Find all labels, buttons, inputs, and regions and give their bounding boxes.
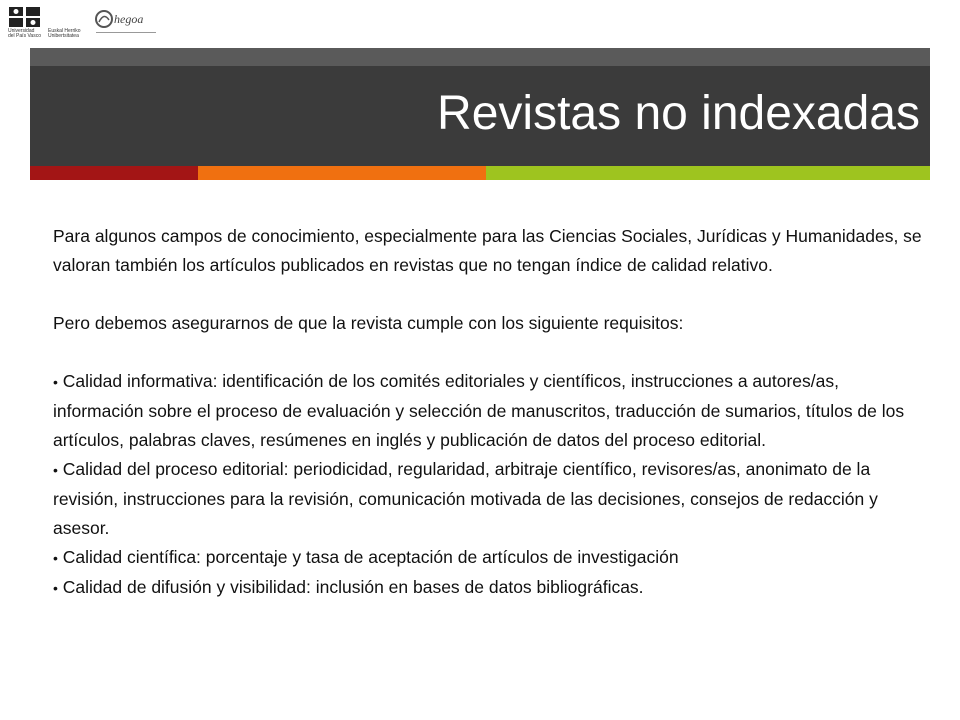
bullet-icon: • — [53, 374, 58, 390]
bullet-icon: • — [53, 550, 58, 566]
header-logos — [8, 6, 168, 40]
upv-ehu-emblem-icon — [8, 6, 42, 28]
logo-left-line-2: del País Vasco — [8, 33, 41, 39]
paragraph-gap — [53, 280, 933, 309]
hegoa-wordmark: hegoa — [114, 12, 144, 26]
hegoa-logo — [94, 8, 160, 38]
upv-ehu-logo — [8, 6, 88, 40]
bullet-icon: • — [53, 462, 58, 478]
title-band — [30, 48, 930, 166]
hegoa-emblem-icon — [94, 8, 114, 30]
bullet-text: Calidad de difusión y visibilidad: inclusión en bases de datos bibliográficas. — [62, 577, 644, 597]
logo-left-line-1: Universidad — [8, 28, 35, 34]
slide-title: Revistas no indexadas — [437, 87, 920, 140]
title-band-top-strip — [30, 48, 930, 66]
bullet-item — [53, 573, 933, 603]
accent-bar-orange — [198, 166, 486, 180]
accent-bar-green — [486, 166, 930, 180]
lead-paragraph: Pero debemos asegurarnos de que la revista cumple con los siguiente requisitos: — [53, 313, 684, 333]
bullet-item — [53, 367, 933, 455]
bullet-text: Calidad científica: porcentaje y tasa de aceptación de artículos de investigación — [62, 547, 679, 567]
logo-left-line-4: Unibertsitatea — [48, 33, 79, 39]
slide-body — [53, 222, 933, 603]
logo-left-line-3: Euskal Herriko — [48, 28, 81, 34]
accent-bar-red — [30, 166, 198, 180]
paragraph-gap — [53, 338, 933, 367]
bullet-item — [53, 543, 933, 573]
bullet-icon: • — [53, 580, 58, 596]
intro-paragraph: Para algunos campos de conocimiento, especialmente para las Ciencias Sociales, Jurídicas y Humanidades, se valoran también los artículos publicados en revistas que no tengan índice de calidad relativo. — [53, 226, 922, 275]
bullet-text: Calidad del proceso editorial: periodicidad, regularidad, arbitraje científico, revisores/as, anonimato de la revisión, instrucciones para la revisión, comunicación motivada de las decisiones, consejos de redacción y asesor. — [53, 459, 878, 538]
hegoa-underline — [96, 32, 156, 33]
bullet-text: Calidad informativa: identificación de los comités editoriales y científicos, instrucciones a autores/as, información sobre el proceso de evaluación y selección de manuscritos, traducción de sumarios, títulos de los artículos, palabras claves, resúmenes en inglés y publicación de datos del proceso editorial. — [53, 371, 905, 450]
bullet-item — [53, 455, 933, 543]
